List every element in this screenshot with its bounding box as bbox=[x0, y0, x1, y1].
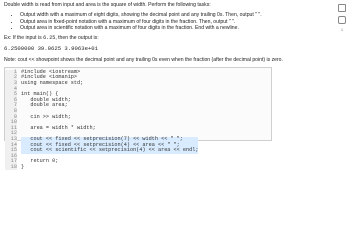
example-prefix: Ex: If the input is bbox=[4, 34, 44, 41]
sample-output: 6.2500000 39.0625 3.9063e+01 bbox=[4, 44, 98, 52]
code-line[interactable]: using namespace std; bbox=[21, 79, 84, 86]
line-number: 6 bbox=[13, 96, 17, 103]
task-item: • Output area in fixed-point notation with a maximum of four digits in the fraction. Then, output " ". bbox=[20, 19, 329, 26]
example-suffix: , then the output is: bbox=[55, 34, 99, 41]
code-line[interactable]: area = width * width; bbox=[21, 124, 96, 131]
line-number-gutter bbox=[5, 70, 17, 171]
side-label: 1 bbox=[340, 27, 344, 32]
side-toolbar bbox=[337, 4, 347, 32]
problem-intro: Double width is read from input and area is the square of width. Perform the following tasks: bbox=[4, 2, 211, 8]
note-text: Note: cout << showpoint shows the decimal point and any trailing 0s even when the fraction (after the decimal point) is zero. bbox=[4, 56, 283, 63]
code-line[interactable]: cin >> width; bbox=[21, 113, 71, 120]
task-item: • Output width with a maximum of eight digits, showing the decimal point and any trailing 0s. Then, output " ". bbox=[20, 12, 329, 19]
line-number: 12 bbox=[10, 130, 17, 137]
line-number: 18 bbox=[10, 163, 17, 170]
task-list bbox=[4, 12, 329, 32]
line-number: 13 bbox=[10, 135, 17, 142]
code-line[interactable]: int main() { bbox=[21, 91, 59, 98]
line-number: 7 bbox=[13, 102, 17, 109]
code-editor[interactable] bbox=[4, 67, 272, 170]
line-number: 17 bbox=[10, 158, 17, 165]
code-line[interactable]: #include <iostream> bbox=[21, 68, 81, 75]
line-number: 8 bbox=[13, 107, 17, 114]
line-number: 2 bbox=[13, 74, 17, 81]
code-area[interactable] bbox=[21, 70, 198, 171]
code-line[interactable]: double width; bbox=[21, 96, 71, 103]
code-line[interactable]: #include <iomanip> bbox=[21, 74, 78, 81]
line-number: 10 bbox=[10, 119, 17, 126]
code-line[interactable]: double area; bbox=[21, 102, 68, 109]
problem-content bbox=[4, 2, 329, 170]
example-line bbox=[4, 35, 329, 42]
line-number: 15 bbox=[10, 147, 17, 154]
line-number: 11 bbox=[10, 124, 17, 131]
checkbox-icon[interactable] bbox=[338, 16, 346, 24]
line-number: 3 bbox=[13, 79, 17, 86]
example-input: 6.25 bbox=[43, 34, 56, 41]
line-number: 9 bbox=[13, 113, 17, 120]
line-number: 1 bbox=[13, 68, 17, 75]
line-number: 16 bbox=[10, 152, 17, 159]
code-line[interactable]: } bbox=[21, 163, 25, 170]
code-line[interactable]: return 0; bbox=[21, 158, 59, 165]
task-item: • Output area in scientific notation with a maximum of four digits in the fraction. End with a newline. bbox=[20, 25, 329, 32]
line-number: 4 bbox=[13, 85, 17, 92]
line-number: 14 bbox=[10, 141, 17, 148]
code-line[interactable]: cout << fixed << setprecision(7) << width << " "; bbox=[21, 137, 198, 143]
code-line[interactable]: cout << scientific << setprecision(4) << area << endl; bbox=[21, 147, 199, 154]
code-line[interactable]: cout << fixed << setprecision(4) << area << " "; bbox=[21, 143, 198, 149]
line-number: 5 bbox=[13, 91, 17, 98]
checkbox-icon[interactable] bbox=[338, 4, 346, 12]
